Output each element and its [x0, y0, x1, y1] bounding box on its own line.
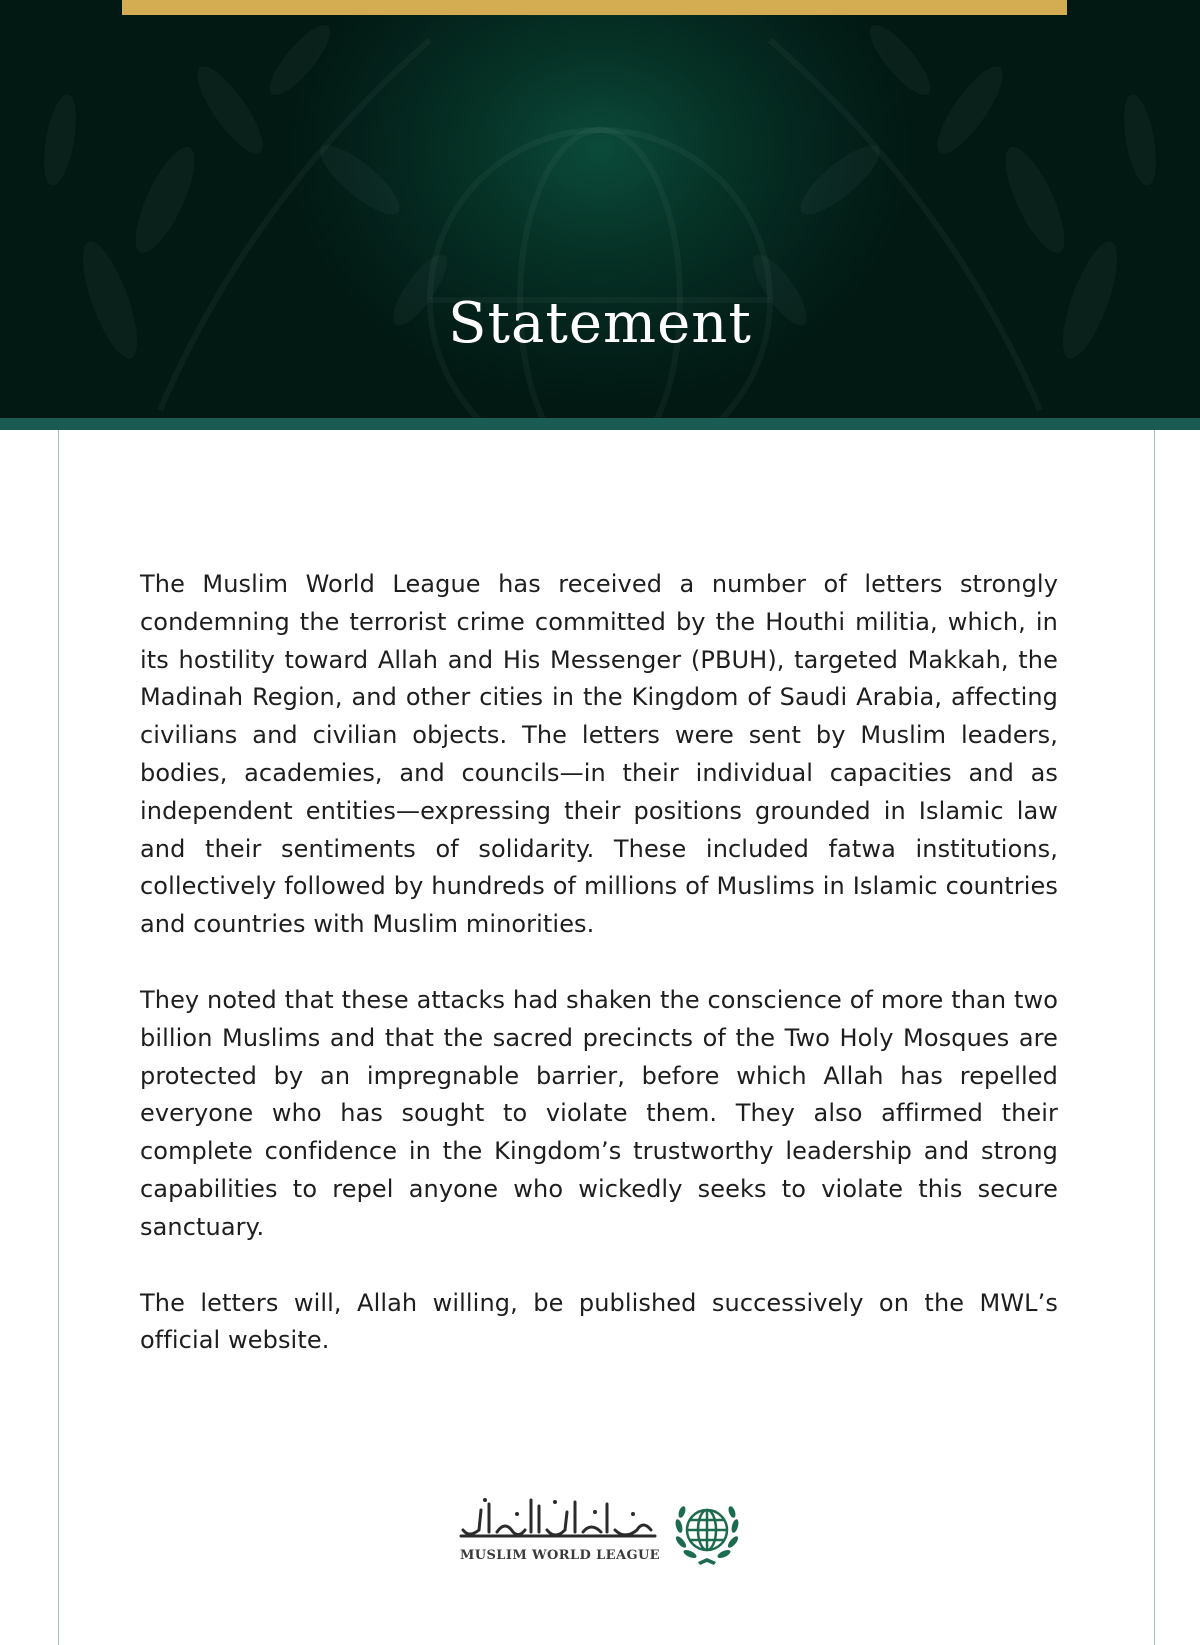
globe-wreath-icon	[670, 1496, 744, 1570]
header-banner	[0, 0, 1200, 418]
mwl-logo	[455, 1490, 755, 1574]
paragraph: They noted that these attacks had shaken the conscience of more than two billion Muslims and that the sacred precincts of the Two Holy Mosques are protected by an impregnable barrier, before which Allah has repelled everyone who has sought to violate them. They also affirmed their complete confidence in the Kingdom’s trustworthy leadership and strong capabilities to repel anyone who wickedly seeks to violate this secure sanctuary.	[140, 985, 1058, 1241]
arabic-calligraphy-logo	[455, 1490, 665, 1548]
page-title: Statement	[448, 291, 752, 356]
gold-accent-bar	[122, 0, 1067, 15]
statement-body	[140, 566, 1058, 1398]
header-divider	[0, 418, 1200, 430]
paragraph: The Muslim World League has received a number of letters strongly condemning the terrorist crime committed by the Houthi militia, which, in its hostility toward Allah and His Messenger (PBUH), targeted Makkah, the Madinah Region, and other cities in the Kingdom of Saudi Arabia, affecting civilians and civilian objects. The letters were sent by Muslim leaders, bodies, academies, and councils—in their individual capacities and as independent entities—expressing their positions grounded in Islamic law and their sentiments of solidarity. These included fatwa institutions, collectively followed by hundreds of millions of Muslims in Islamic countries and countries with Muslim minorities.	[140, 570, 1058, 939]
logo-english-text: MUSLIM WORLD LEAGUE	[459, 1548, 660, 1563]
left-border-line	[58, 430, 59, 1645]
right-border-line	[1154, 430, 1155, 1645]
paragraph: The letters will, Allah willing, be published successively on the MWL’s official website.	[140, 1288, 1058, 1355]
